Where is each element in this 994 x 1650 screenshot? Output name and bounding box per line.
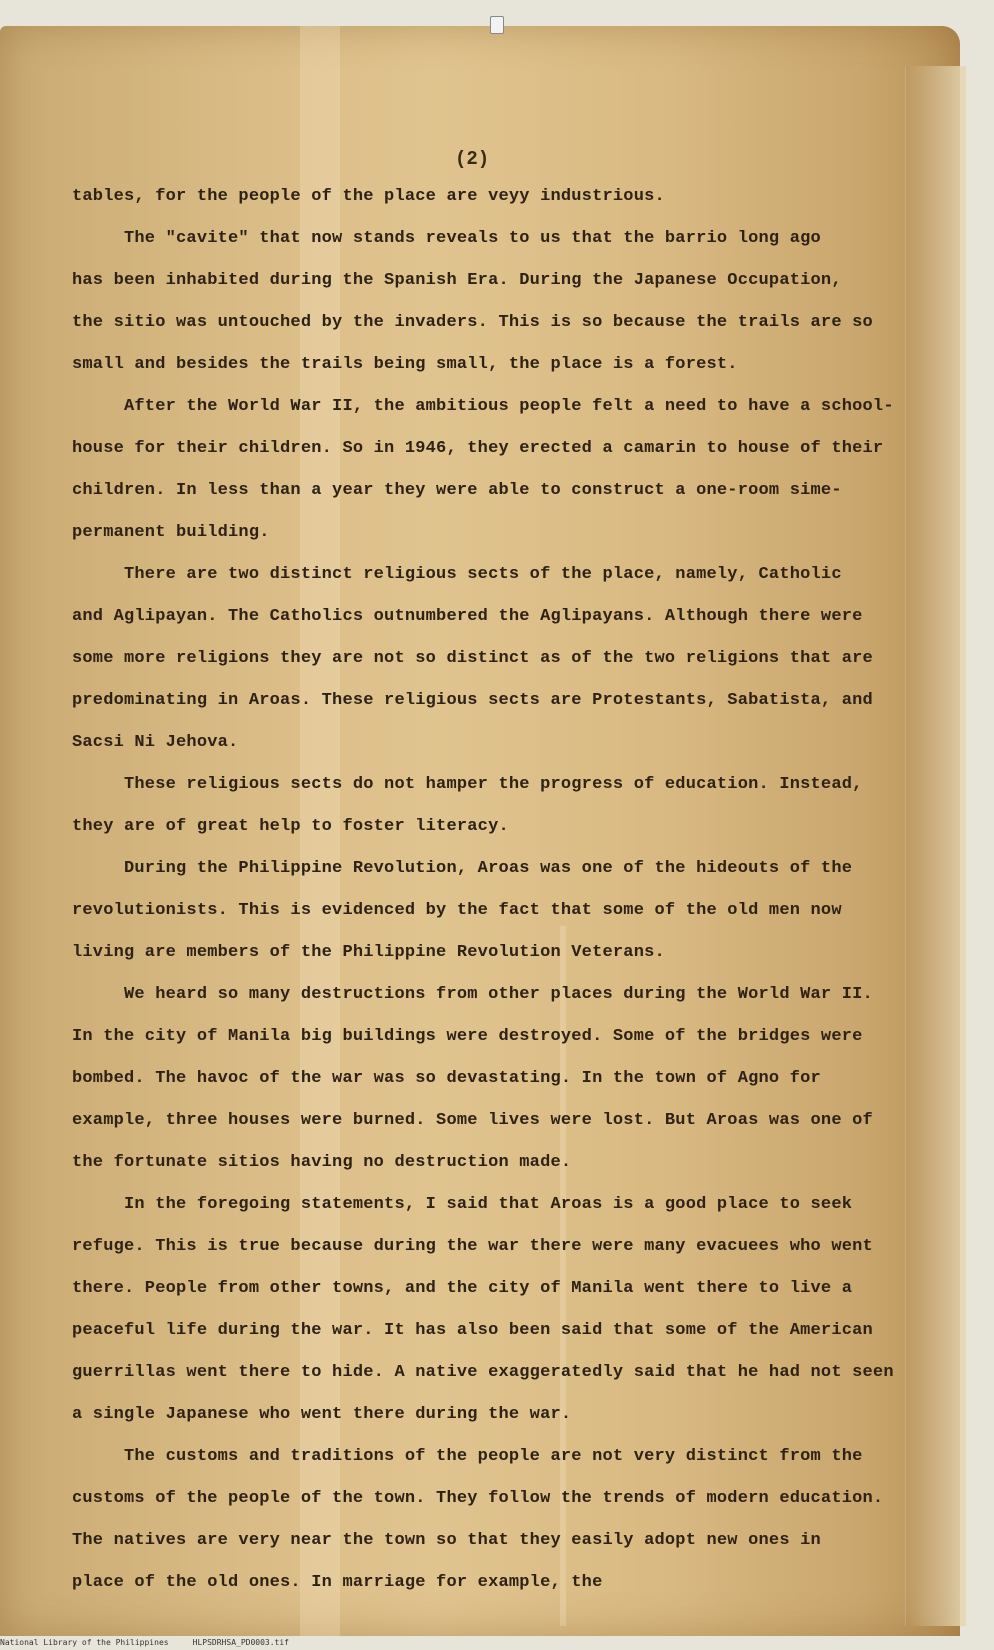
text-line: revolutionists. This is evidenced by the fact that some of the old men now (72, 901, 842, 920)
text-line: has been inhabited during the Spanish Era. During the Japanese Occupation, (72, 271, 842, 290)
text-line: the sitio was untouched by the invaders. This is so because the trails are so (72, 313, 873, 332)
text-line: The "cavite" that now stands reveals to us that the barrio long ago (72, 229, 821, 248)
text-line: place of the old ones. In marriage for example, the (72, 1573, 603, 1592)
text-line: refuge. This is true because during the war there were many evacuees who went (72, 1237, 873, 1256)
text-line: peaceful life during the war. It has also been said that some of the American (72, 1321, 873, 1340)
text-line: Sacsi Ni Jehova. (72, 733, 239, 752)
text-line: children. In less than a year they were able to construct a one-room sime- (72, 481, 842, 500)
text-line: We heard so many destructions from other places during the World War II. (72, 985, 873, 1004)
text-line: guerrillas went there to hide. A native exaggeratedly said that he had not seen (72, 1363, 894, 1382)
text-line: In the city of Manila big buildings were destroyed. Some of the bridges were (72, 1027, 863, 1046)
text-line: house for their children. So in 1946, they erected a camarin to house of their (72, 439, 884, 458)
text-line: customs of the people of the town. They follow the trends of modern education. (72, 1489, 884, 1508)
page-marker-icon (490, 16, 504, 34)
text-line: permanent building. (72, 523, 270, 542)
text-line: There are two distinct religious sects of the place, namely, Catholic (72, 565, 842, 584)
archive-caption: National Library of the Philippines HLPSDRHSA_PD0003.tif (0, 1638, 289, 1647)
text-line: small and besides the trails being small, the place is a forest. (72, 355, 738, 374)
text-line: and Aglipayan. The Catholics outnumbered the Aglipayans. Although there were (72, 607, 863, 626)
text-line: tables, for the people of the place are veyy industrious. (72, 187, 665, 206)
text-line: predominating in Aroas. These religious sects are Protestants, Sabatista, and (72, 691, 873, 710)
text-line: living are members of the Philippine Revolution Veterans. (72, 943, 665, 962)
text-line: The natives are very near the town so that they easily adopt new ones in (72, 1531, 821, 1550)
typed-text-body (72, 176, 902, 1604)
text-line: After the World War II, the ambitious people felt a need to have a school- (72, 397, 894, 416)
text-line: example, three houses were burned. Some lives were lost. But Aroas was one of (72, 1111, 873, 1130)
text-line: In the foregoing statements, I said that Aroas is a good place to seek (72, 1195, 853, 1214)
text-line: some more religions they are not so distinct as of the two religions that are (72, 649, 873, 668)
text-line: the fortunate sitios having no destruction made. (72, 1153, 572, 1172)
text-line: The customs and traditions of the people are not very distinct from the (72, 1447, 863, 1466)
text-line: a single Japanese who went there during the war. (72, 1405, 572, 1424)
text-line: bombed. The havoc of the war was so devastating. In the town of Agno for (72, 1069, 821, 1088)
page-number: (2) (455, 148, 490, 170)
text-line: During the Philippine Revolution, Aroas was one of the hideouts of the (72, 859, 853, 878)
text-line: there. People from other towns, and the city of Manila went there to live a (72, 1279, 853, 1298)
text-line: they are of great help to foster literacy. (72, 817, 509, 836)
text-line: These religious sects do not hamper the progress of education. Instead, (72, 775, 863, 794)
